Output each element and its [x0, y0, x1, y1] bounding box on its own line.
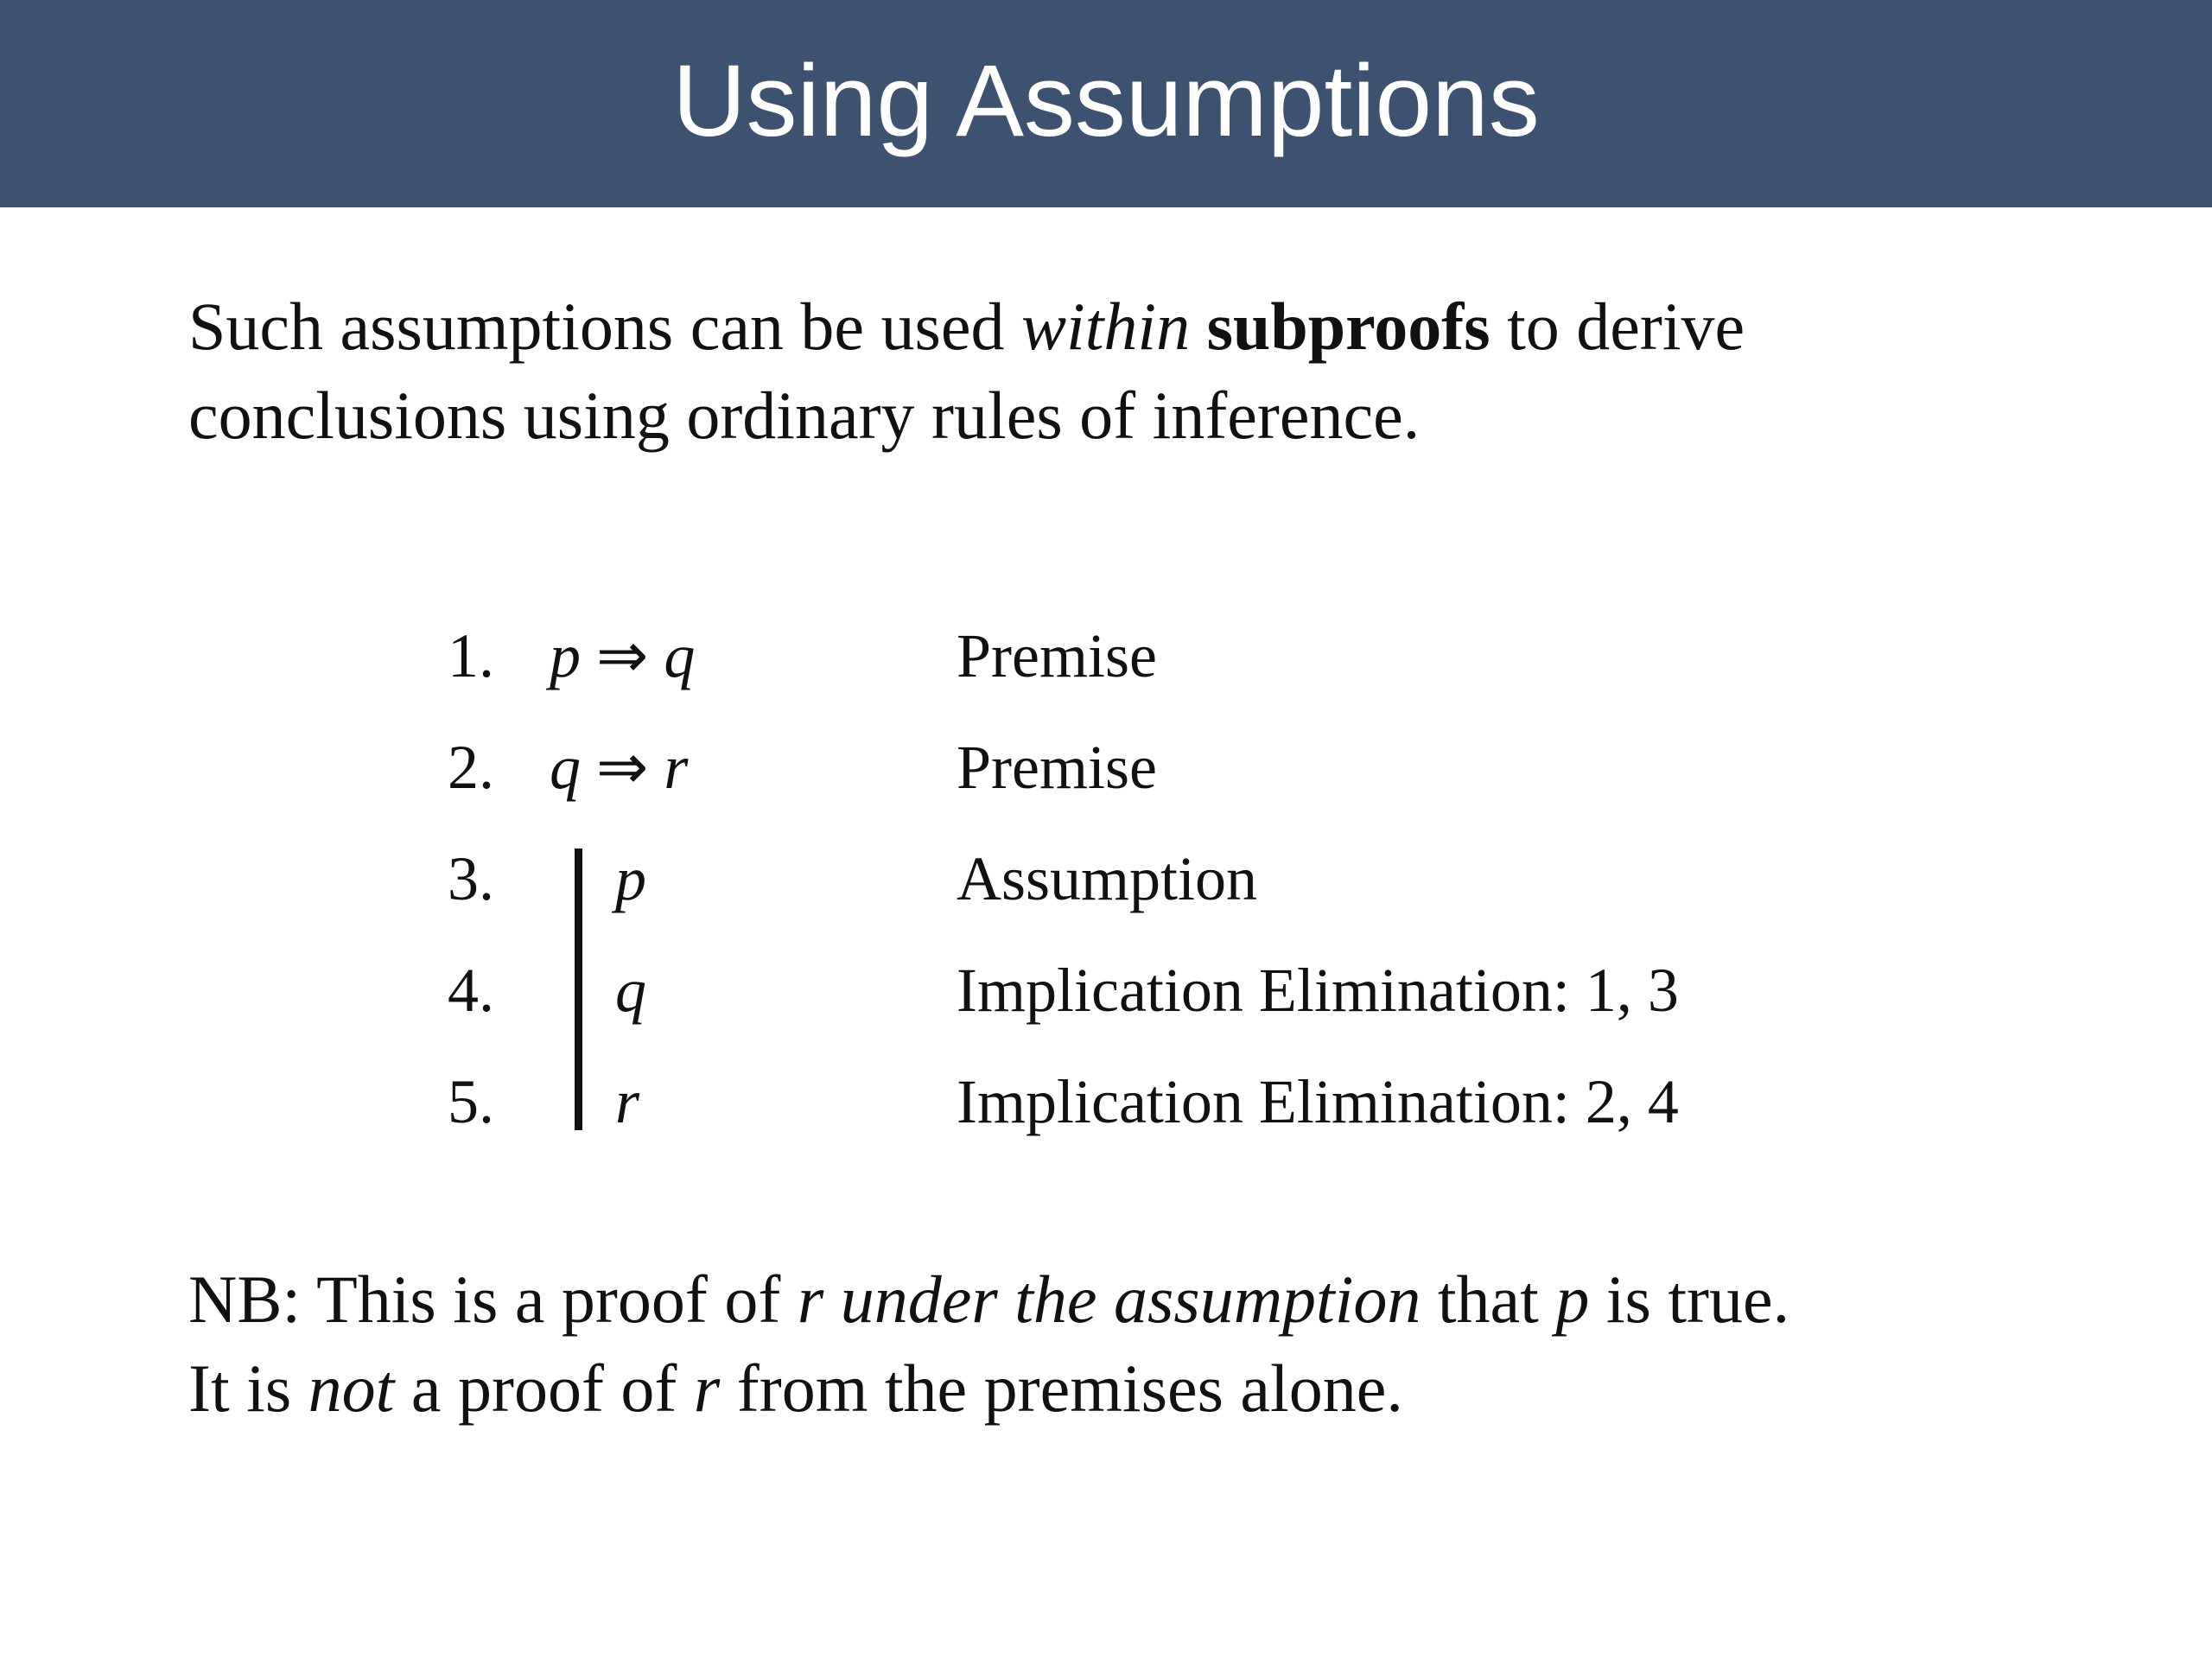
intro-text-1: Such assumptions can be used — [188, 289, 1022, 364]
proof-row-3 — [0, 831, 2212, 926]
proof-line-number: 3. — [448, 844, 494, 913]
intro-bold-subproofs: subproofs — [1206, 289, 1491, 364]
proof-justification: Assumption — [957, 844, 1258, 913]
nb-paragraph — [188, 1255, 2141, 1433]
proof-justification: Implication Elimination: 1, 3 — [957, 956, 1679, 1025]
proof-row-1 — [0, 608, 2212, 703]
nb-text: It is — [188, 1351, 308, 1426]
nb-text: is true. — [1589, 1262, 1790, 1337]
formula-antecedent: q — [550, 733, 581, 802]
proof-formula: p — [615, 844, 646, 913]
formula-antecedent: p — [550, 621, 581, 690]
intro-text-2 — [1190, 289, 1207, 364]
proof-row-2 — [0, 720, 2212, 815]
proof-formula — [550, 608, 695, 703]
nb-text: NB: This is a proof of — [188, 1262, 798, 1337]
proof-formula: r — [615, 1067, 640, 1136]
proof-line-number: 1. — [448, 621, 494, 690]
proof-formula: q — [615, 956, 646, 1025]
proof-row-5 — [0, 1054, 2212, 1149]
implies-symbol: ⇒ — [581, 621, 664, 690]
formula-consequent: r — [664, 733, 689, 802]
proof-justification: Premise — [957, 733, 1157, 802]
nb-var-r: r — [797, 1262, 824, 1337]
proof-row-4 — [0, 943, 2212, 1038]
nb-text: from the premises alone. — [720, 1351, 1403, 1426]
nb-text: that — [1421, 1262, 1556, 1337]
intro-paragraph — [188, 282, 2072, 460]
nb-text — [823, 1262, 841, 1337]
nb-text: a proof of — [394, 1351, 694, 1426]
nb-italic-not: not — [308, 1351, 395, 1426]
proof-line-number: 5. — [448, 1067, 494, 1136]
intro-text-3: to derive conclusions using ordinary rules of inference. — [188, 289, 1745, 453]
proof-line-number: 4. — [448, 956, 494, 1025]
nb-italic-under-assumption: under the assumption — [840, 1262, 1421, 1337]
title-bar — [0, 0, 2212, 207]
proof-line-number: 2. — [448, 733, 494, 802]
proof-justification: Implication Elimination: 2, 4 — [957, 1067, 1679, 1136]
proof-justification: Premise — [957, 621, 1157, 690]
nb-var-r: r — [693, 1351, 721, 1426]
intro-italic-within: within — [1021, 289, 1191, 364]
implies-symbol: ⇒ — [581, 733, 664, 802]
nb-var-p: p — [1555, 1262, 1590, 1337]
slide-title: Using Assumptions — [672, 44, 1540, 158]
formula-consequent: q — [664, 621, 696, 690]
proof-formula — [550, 720, 688, 815]
